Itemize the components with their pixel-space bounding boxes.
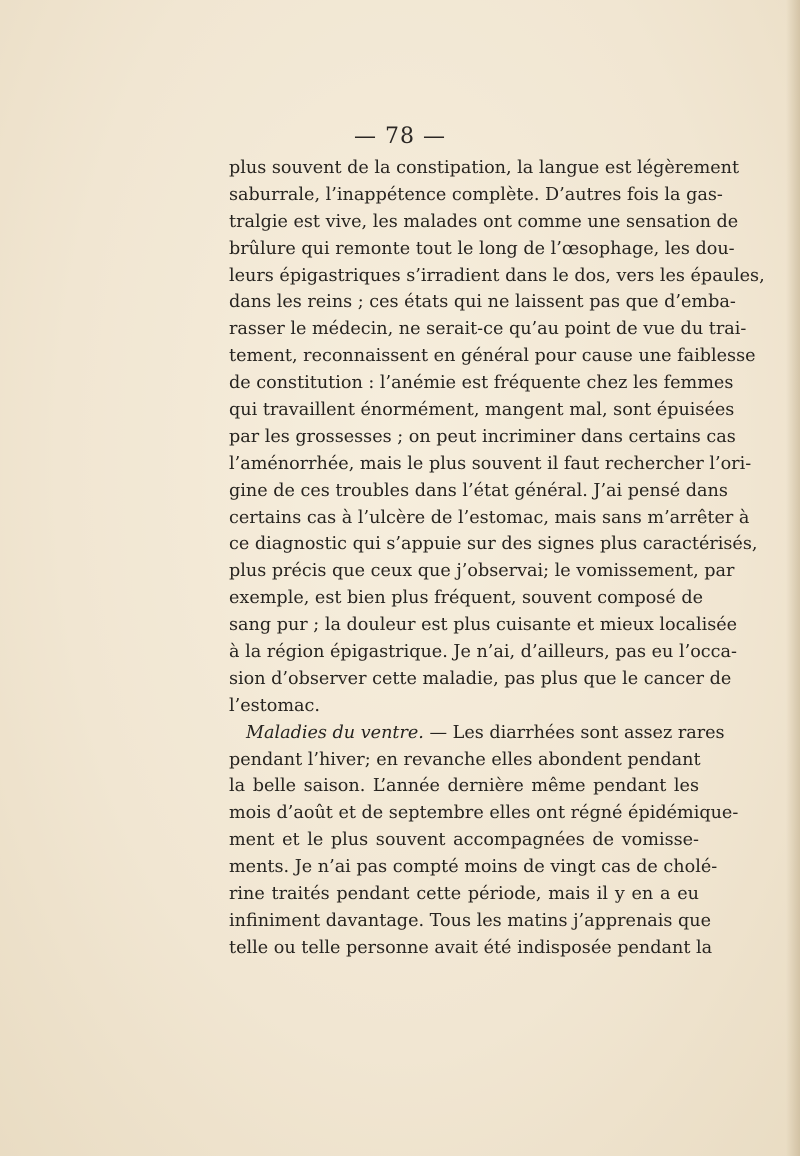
text-line: à la région épigastrique. Je n’ai, d’ailleurs, pas eu l’occa-	[229, 642, 737, 663]
text-line: ce diagnostic qui s’appuie sur des signes plus caractérisés,	[229, 534, 758, 555]
text-line: exemple, est bien plus fréquent, souvent composé de	[229, 588, 704, 609]
text-line: qui travaillent énormément, mangent mal, sont épuisées	[229, 400, 735, 421]
text-line: plus précis que ceux que j’observai; le vomissement, par	[229, 561, 735, 582]
text-line: par les grossesses ; on peut incriminer dans certains cas	[229, 426, 736, 447]
text-line: telle ou telle personne avait été indisposée pendant la	[229, 937, 713, 958]
text-line: ments. Je n’ai pas compté moins de vingt cas de cholé-	[229, 857, 718, 878]
text-line: infiniment davantage. Tous les matins j’apprenais que	[229, 910, 712, 931]
text-line: sang pur ; la douleur est plus cuisante et mieux localisée	[229, 615, 738, 636]
text-line: pendant l’hiver; en revanche elles abondent pendant	[229, 749, 701, 770]
text-line: ment et le plus souvent accompagnées de vomisse-	[229, 830, 699, 851]
text-line: certains cas à l’ulcère de l’estomac, mais sans m’arrêter à	[229, 507, 750, 528]
text-line: dans les reins ; ces états qui ne laissent pas que d’emba-	[229, 292, 736, 313]
page-edge	[786, 0, 800, 1156]
section-heading: Maladies du ventre.	[246, 722, 424, 743]
body-text	[229, 155, 765, 962]
page-number: — 78 —	[354, 124, 446, 149]
text-line: mois d’août et de septembre elles ont régné épidémique-	[229, 803, 739, 824]
text-line: plus souvent de la constipation, la langue est légèrement	[229, 158, 740, 178]
text-line: tement, reconnaissent en général pour cause une faiblesse	[229, 346, 756, 367]
text-line: tralgie est vive, les malades ont comme une sensation de	[229, 211, 739, 232]
text-line: rine traités pendant cette période, mais il y en a eu	[229, 884, 699, 905]
text-line: l’estomac.	[229, 695, 320, 716]
text-line: gine de ces troubles dans l’état général. J’ai pensé dans	[229, 480, 728, 501]
paragraph-first-line	[229, 720, 725, 747]
text-line: rasser le médecin, ne serait-ce qu’au point de vue du trai-	[229, 319, 747, 340]
text-line: l’aménorrhée, mais le plus souvent il faut rechercher l’ori-	[229, 453, 752, 474]
text-line: sion d’observer cette maladie, pas plus que le cancer de	[229, 668, 732, 689]
text-line: saburrale, l’inappétence complète. D’autres fois la gas-	[229, 184, 723, 205]
text-line: leurs épigastriques s’irradient dans le dos, vers les épaules,	[229, 265, 765, 286]
text-line: de constitution : l’anémie est fréquente chez les femmes	[229, 373, 734, 394]
text-line: la belle saison. L’année dernière même pendant les	[229, 776, 699, 797]
text-segment: — Les diarrhées sont assez rares	[423, 722, 725, 743]
text-line: brûlure qui remonte tout le long de l’œsophage, les dou-	[229, 238, 735, 259]
